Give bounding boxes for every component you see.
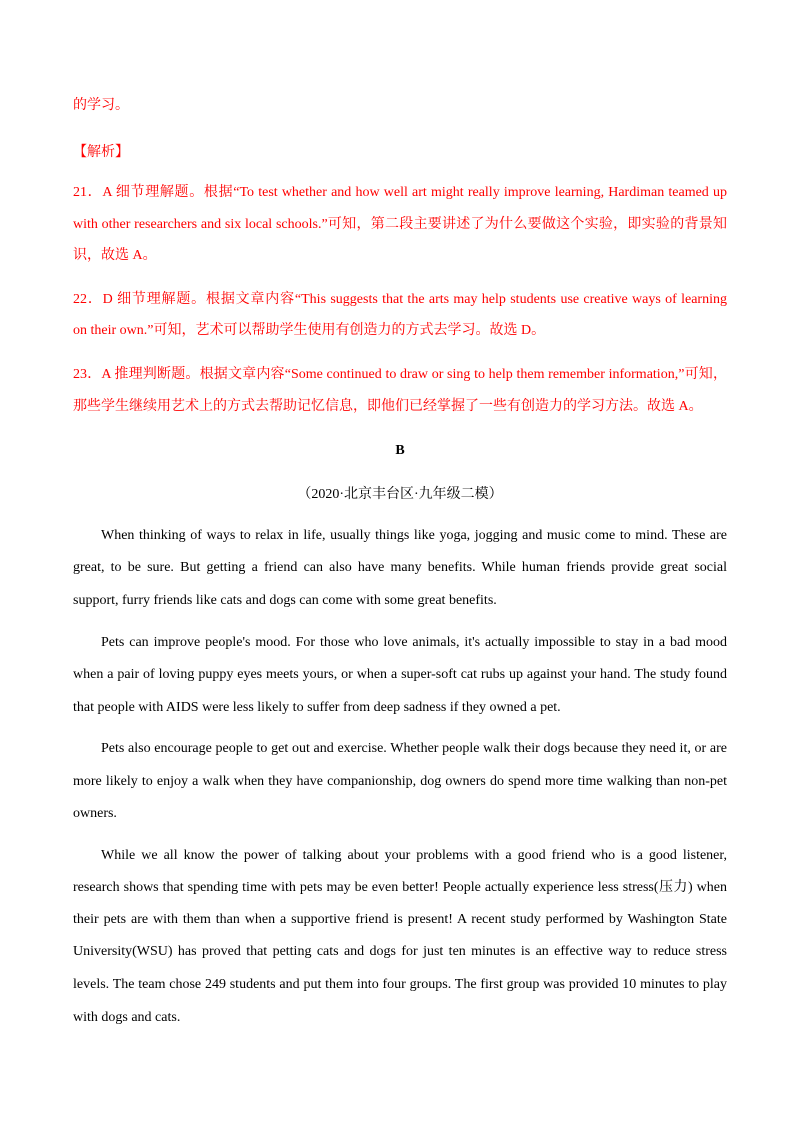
paragraph-1-line-3: support, furry friends like cats and dogs can come with some great benefits. [73,593,497,608]
passage-label: B [395,443,405,458]
paragraph-4-line-2: research shows that spending time with pets may be even better! People actually experience less stress(压力) when [73,880,727,895]
answer-21-line-1: 21．A 细节理解题。根据“To test whether and how well art might really improve learning, Hardiman teamed up [73,185,727,200]
paragraph-4-line-3: their pets are with them than when a supportive friend is present! A recent study performed by Washington State [73,912,727,927]
answer-22-line-1: 22．D 细节理解题。根据文章内容“This suggests that the arts may help students use creative ways of learning [73,292,727,307]
paragraph-1-line-2: great, to be sure. But getting a friend can also have many benefits. While human friends provide great social [73,560,727,575]
analysis-heading: 【解析】 [73,145,129,160]
paragraph-4-line-6: with dogs and cats. [73,1010,181,1025]
paragraph-3-line-1: Pets also encourage people to get out and exercise. Whether people walk their dogs because they need it, or are [101,741,727,756]
answer-22-line-2: on their own.”可知，艺术可以帮助学生使用有创造力的方式去学习。故选 D。 [73,323,546,338]
paragraph-1-line-1: When thinking of ways to relax in life, usually things like yoga, jogging and music come to mind. These are [101,528,727,543]
paragraph-4-line-1: While we all know the power of talking about your problems with a good friend who is a good listener, [101,848,727,863]
paragraph-2-line-2: when a pair of loving puppy eyes meets yours, or when a super-soft cat rubs up against your hand. The study found [73,667,727,682]
paragraph-3-line-3: owners. [73,806,117,821]
carry-over-line: 的学习。 [73,98,129,113]
paragraph-3-line-2: more likely to enjoy a walk when they have companionship, dog owners do spend more time walking than non-pet [73,774,727,789]
paragraph-2-line-1: Pets can improve people's mood. For those who love animals, it's actually impossible to stay in a bad mood [101,635,727,650]
answer-21-line-2: with other researchers and six local schools.”可知，第二段主要讲述了为什么要做这个实验，即实验的背景知 [73,217,727,232]
answer-21-line-3: 识，故选 A。 [73,248,157,263]
answer-23-line-1: 23．A 推理判断题。根据文章内容“Some continued to draw or sing to help them remember information,”可知， [73,367,727,382]
paragraph-4-line-4: University(WSU) has proved that petting cats and dogs for just ten minutes is an effective way to reduce stress [73,944,727,959]
passage-source: （2020·北京丰台区·九年级二模） [297,487,503,502]
paragraph-2-line-3: that people with AIDS were less likely to suffer from deep sadness if they owned a pet. [73,700,561,715]
paragraph-4-line-5: levels. The team chose 249 students and put them into four groups. The first group was provided 10 minutes to play [73,977,727,992]
answer-23-line-2: 那些学生继续用艺术上的方式去帮助记忆信息，即他们已经掌握了一些有创造力的学习方法。故选 A。 [73,399,703,414]
